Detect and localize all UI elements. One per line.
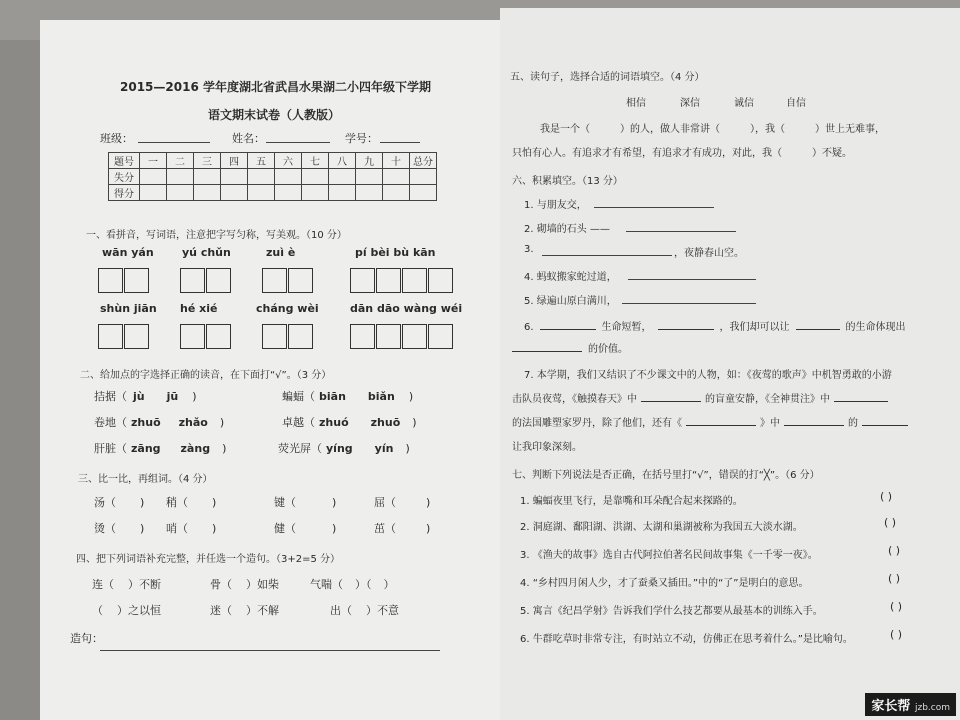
q6-item: 4. 蚂蚁搬家蛇过道， [524, 272, 617, 283]
table-cell: 七 [302, 153, 329, 169]
char-box[interactable] [376, 324, 401, 349]
char-box[interactable] [180, 324, 205, 349]
exam-title: 2015—2016 学年度湖北省武昌水果湖二小四年级下学期 [120, 80, 431, 94]
table-cell: 二 [167, 153, 194, 169]
fill-blank[interactable] [641, 390, 701, 402]
q2-word: 荧光屏（ [278, 442, 322, 455]
watermark-text: 家长帮 [871, 699, 911, 714]
q4-text: ） [383, 578, 395, 591]
q3-close: ) [140, 496, 145, 509]
q3-char: 屈（ [374, 496, 396, 509]
char-box[interactable] [262, 268, 287, 293]
q5-text: ）世上无难事， [815, 124, 885, 135]
char-box[interactable] [402, 268, 427, 293]
q2-close: ) [222, 442, 227, 455]
char-box[interactable] [288, 324, 313, 349]
q6-text: 的生命体现出 [845, 322, 906, 333]
q3-title: 三、比一比，再组词。（4 分） [78, 474, 213, 485]
score-lost-row [109, 169, 437, 185]
q3-close: ) [332, 522, 337, 535]
table-cell: 一 [140, 153, 167, 169]
char-box[interactable] [98, 324, 123, 349]
q3-char: 茁（ [374, 522, 396, 535]
char-box[interactable] [350, 268, 375, 293]
fill-blank[interactable] [784, 414, 844, 426]
q5-option: 诚信 [734, 98, 754, 109]
left-exam-page [40, 20, 510, 720]
q6-title: 六、积累填空。（13 分） [512, 176, 623, 187]
q6-item: 5. 绿遍山原白满川， [524, 296, 617, 307]
q5-line2 [512, 144, 852, 159]
q6-text: 击队员夜莺，《触摸春天》中 [512, 394, 637, 405]
q4-text: 骨（ [210, 578, 232, 591]
fill-blank[interactable] [796, 318, 840, 330]
q6-text: 6. [524, 322, 534, 333]
q4-item [92, 576, 161, 592]
char-box[interactable] [180, 268, 205, 293]
char-box[interactable] [98, 268, 123, 293]
q3-close: ) [426, 522, 431, 535]
char-box[interactable] [376, 268, 401, 293]
q3-char: 烫（ [94, 522, 116, 535]
fill-blank[interactable] [540, 318, 596, 330]
q4-text: ）不断 [128, 578, 161, 591]
q5-line1 [540, 120, 885, 135]
q3-char: 汤（ [94, 496, 116, 509]
q2-word: 肝脏（ [94, 442, 127, 455]
q2-word: 卷地（ [94, 416, 127, 429]
q3-close: ) [426, 496, 431, 509]
fill-blank[interactable] [862, 414, 908, 426]
q4-text: ）之以恒 [117, 604, 161, 617]
q4-text: 连（ [92, 578, 114, 591]
fill-blank[interactable] [622, 303, 756, 304]
q3-char: 健（ [274, 522, 296, 535]
q2-option-b[interactable]: zhuō [370, 416, 401, 429]
q2-item [282, 388, 413, 404]
q6-item7c [512, 414, 908, 429]
q3-close: ) [140, 522, 145, 535]
q3-item [94, 494, 144, 510]
table-cell: 总分 [410, 153, 437, 169]
char-box[interactable] [206, 324, 231, 349]
pinyin: yú chǔn [182, 246, 231, 259]
q5-option: 相信 [626, 98, 646, 109]
q6-item7d: 让我印象深刻。 [512, 442, 582, 453]
table-cell: 题号 [109, 153, 140, 169]
id-label: 学号： [345, 132, 378, 145]
q6-text: ，我们却可以让 [719, 322, 790, 333]
q7-item: 4. “乡村四月闲人少，才了蚕桑又插田。”中的“了”是明白的意思。 [520, 578, 809, 589]
q2-word: 卓越（ [282, 416, 315, 429]
q6-item: 3. [524, 244, 534, 255]
q5-title: 五、读句子，选择合适的词语填空。（4 分） [510, 72, 705, 83]
q2-item [282, 414, 417, 430]
fill-blank[interactable] [626, 231, 736, 232]
q3-close: ) [212, 496, 217, 509]
q5-text: 只怕有心人。有追求才有希望，有追求才有成功，对此，我（ [512, 148, 782, 159]
q2-close: ) [405, 442, 410, 455]
char-box[interactable] [402, 324, 427, 349]
q3-item [374, 494, 430, 510]
char-box[interactable] [288, 268, 313, 293]
q4-item [210, 602, 279, 618]
char-box[interactable] [206, 268, 231, 293]
answer-paren[interactable]: ( ) [880, 490, 893, 503]
char-box[interactable] [262, 324, 287, 349]
q6-text: 的盲童安静，《全神贯注》中 [705, 394, 830, 405]
q3-char: 稍（ [166, 496, 188, 509]
fill-blank[interactable] [628, 279, 756, 280]
sentence-blank[interactable] [100, 650, 440, 651]
fill-blank[interactable] [542, 255, 672, 256]
q2-close: ) [219, 416, 225, 429]
answer-paren[interactable]: ( ) [890, 600, 903, 613]
q6-text: 的 [848, 418, 858, 429]
q2-option-a[interactable]: yíng [326, 442, 353, 455]
q6-item6 [524, 318, 906, 333]
q4-item [310, 576, 395, 592]
fill-blank[interactable] [834, 390, 888, 402]
right-exam-page [500, 8, 960, 720]
q3-item [274, 494, 336, 510]
q6-text: 生命短暂， [601, 322, 652, 333]
q4-title: 四、把下列词语补充完整，并任选一个造句。（3+2=5 分） [76, 554, 341, 565]
table-cell: 失分 [109, 169, 140, 185]
q7-item: 5. 寓言《纪昌学射》告诉我们学什么技艺都要从最基本的训练入手。 [520, 606, 823, 617]
q6-item: 2. 砌墙的石头 —— [524, 224, 610, 235]
q6-item: 1. 与朋友交， [524, 200, 587, 211]
q2-close: ) [408, 390, 414, 403]
pinyin: cháng wèi [256, 302, 319, 315]
q2-item [94, 440, 226, 456]
q5-text: ）不疑。 [812, 148, 852, 159]
q6-text: 的价值。 [588, 344, 628, 355]
sentence-label: 造句： [70, 632, 103, 645]
class-label: 班级： [100, 132, 133, 145]
q3-item [374, 520, 430, 536]
q7-title: 七、判断下列说法是否正确，在括号里打“√”，错误的打“╳”。（6 分） [512, 470, 820, 481]
fill-blank[interactable] [658, 318, 714, 330]
name-label: 姓名： [232, 132, 265, 145]
q4-text: （ [92, 604, 103, 617]
q3-item [274, 520, 336, 536]
q3-char: 哨（ [166, 522, 188, 535]
pinyin: zuì è [266, 246, 296, 259]
table-cell: 得分 [109, 185, 140, 201]
table-cell: 五 [248, 153, 275, 169]
table-cell: 十 [383, 153, 410, 169]
char-box[interactable] [428, 324, 453, 349]
q2-word: 蝙蝠（ [282, 390, 315, 403]
q3-close: ) [212, 522, 217, 535]
q6-text: 》中 [760, 418, 780, 429]
answer-paren[interactable]: ( ) [888, 544, 901, 557]
q2-option-a[interactable]: zhuó [319, 416, 349, 429]
q4-text: 气喘（ [310, 578, 343, 591]
answer-paren[interactable]: ( ) [890, 628, 903, 641]
q2-title: 二、给加点的字选择正确的读音，在下面打“√”。（3 分） [80, 370, 332, 381]
score-header-row [109, 153, 437, 169]
answer-paren[interactable]: ( ) [888, 572, 901, 585]
q2-option-b[interactable]: zhǎo [178, 416, 208, 429]
pinyin: hé xié [180, 302, 218, 315]
q4-text: ）（ [355, 578, 372, 591]
q1-title: 一、看拼音，写词语，注意把字写匀称，写美观。（10 分） [86, 230, 347, 241]
q3-item [166, 520, 216, 536]
class-blank [138, 142, 210, 143]
q7-item: 1. 蝙蝠夜里飞行，是靠嘴和耳朵配合起来探路的。 [520, 496, 743, 507]
table-cell: 八 [329, 153, 356, 169]
q2-option-a[interactable]: zāng [131, 442, 161, 455]
q6-text: 的法国雕塑家罗丹，除了他们，还有《 [512, 418, 682, 429]
q5-option: 自信 [786, 98, 806, 109]
pinyin: shùn jiān [100, 302, 157, 315]
q2-option-b[interactable]: jū [166, 390, 179, 403]
q2-item [278, 440, 410, 456]
q5-option: 深信 [680, 98, 700, 109]
site-watermark [865, 693, 956, 716]
table-cell: 六 [275, 153, 302, 169]
table-cell: 四 [221, 153, 248, 169]
score-got-row [109, 185, 437, 201]
fill-blank[interactable] [594, 207, 714, 208]
q4-text: ）不解 [246, 604, 279, 617]
table-cell: 三 [194, 153, 221, 169]
q6-item7a: 7. 本学期，我们又结识了不少课文中的人物，如：《夜莺的歌声》中机智勇敢的小游 [524, 370, 892, 381]
char-box[interactable] [124, 268, 149, 293]
q6-item3-tail: ，夜静春山空。 [674, 248, 744, 259]
char-box[interactable] [428, 268, 453, 293]
q3-item [166, 494, 216, 510]
watermark-domain: jzb.com [914, 703, 950, 713]
q7-item: 2. 洞庭湖、鄱阳湖、洪湖、太湖和巢湖被称为我国五大淡水湖。 [520, 522, 803, 533]
q2-close: ) [412, 416, 417, 429]
q2-word: 拮据（ [94, 390, 127, 403]
q4-item [210, 576, 279, 592]
name-blank [266, 142, 330, 143]
q2-option-a[interactable]: biān [319, 390, 346, 403]
q4-text: ）如柴 [246, 578, 279, 591]
pinyin: wān yán [102, 246, 154, 259]
q2-close: ) [192, 390, 197, 403]
q4-text: 迷（ [210, 604, 232, 617]
q7-item: 6. 牛群吃草时非常专注，有时站立不动，仿佛正在思考着什么。”是比喻句。 [520, 634, 853, 645]
q2-option-b[interactable]: zàng [180, 442, 211, 455]
q6-item6b [512, 340, 628, 355]
score-table [108, 152, 437, 201]
q3-close: ) [332, 496, 337, 509]
q4-item [92, 602, 161, 618]
pinyin: pí bèi bù kān [355, 246, 436, 259]
q7-item: 3. 《渔夫的故事》选自古代阿拉伯著名民间故事集《一千零一夜》。 [520, 550, 818, 561]
q6-item7b [512, 390, 888, 405]
q2-option-a[interactable]: zhuō [131, 416, 161, 429]
q2-option-a[interactable]: jù [133, 390, 145, 403]
q2-option-b[interactable]: yín [374, 442, 394, 455]
q2-option-b[interactable]: biǎn [367, 390, 395, 403]
char-box[interactable] [350, 324, 375, 349]
q4-text: 出（ [330, 604, 352, 617]
q5-text: ）的人，做人非常讲（ [620, 124, 720, 135]
table-cell: 九 [356, 153, 383, 169]
q4-text: ）不意 [366, 604, 399, 617]
answer-paren[interactable]: ( ) [884, 516, 897, 529]
exam-subtitle: 语文期末试卷（人教版） [208, 108, 341, 122]
char-box[interactable] [124, 324, 149, 349]
fill-blank[interactable] [512, 340, 582, 352]
q3-char: 键（ [274, 496, 296, 509]
q5-text: 我是一个（ [540, 124, 590, 135]
q5-text: ），我（ [750, 124, 785, 135]
q4-item [330, 602, 399, 618]
q3-item [94, 520, 144, 536]
q2-item [94, 388, 197, 404]
pinyin: dān dāo wàng wéi [350, 302, 463, 315]
q2-item [94, 414, 224, 430]
fill-blank[interactable] [686, 414, 756, 426]
id-blank [380, 142, 420, 143]
